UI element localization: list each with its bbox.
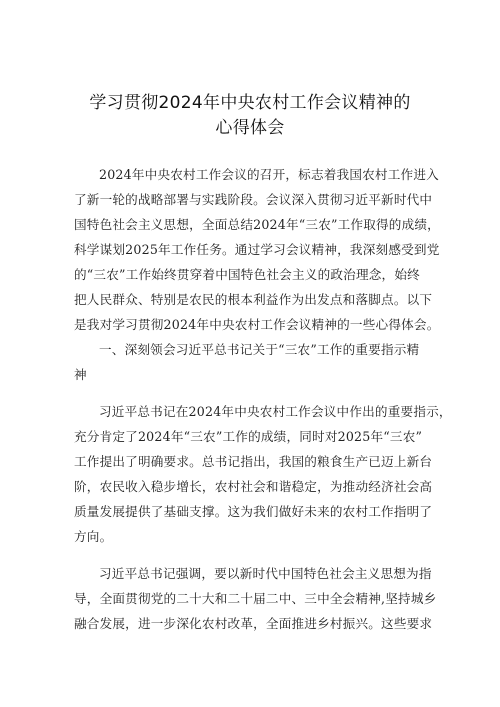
paragraph-2-line-6: 方向。 — [74, 529, 113, 544]
paragraph-1-line-4: 科学谋划2025年工作任务。通过学习会议精神，我深刻感受到党 — [74, 242, 440, 257]
section-heading-line-2: 神 — [74, 367, 87, 382]
paragraph-1-line-7: 是我对学习贯彻2024年中央农村工作会议精神的一些心得体会。 — [74, 317, 440, 332]
paragraph-3-line-2: 导，全面贯彻党的二十大和二十届二中、三中全会精神,坚持城乡 — [74, 591, 437, 606]
document-title-line-1: 学习贯彻2024年中央农村工作会议精神的 — [89, 93, 411, 113]
paragraph-2-line-5: 质量发展提供了基础支撑。这为我们做好未来的农村工作指明了 — [74, 504, 433, 519]
paragraph-1-line-6: 把人民群众、特别是农民的根本利益作为出发点和落脚点。以下 — [74, 292, 433, 307]
paragraph-1-line-5: 的“三农”工作始终贯穿着中国特色社会主义的政治理念，始终 — [74, 267, 420, 282]
paragraph-2-line-2: 充分肯定了2024年“三农”工作的成绩，同时对2025年“三农” — [74, 429, 423, 444]
paragraph-2-line-3: 工作提出了明确要求。总书记指出，我国的粮食生产已迈上新台 — [74, 454, 433, 469]
paragraph-1-line-2: 了新一轮的战略部署与实践阶段。会议深入贯彻习近平新时代中 — [74, 192, 433, 207]
paragraph-2-line-4: 阶，农民收入稳步增长，农村社会和谐稳定，为推动经济社会高 — [74, 479, 433, 494]
paragraph-2-line-1: 习近平总书记在2024年中央农村工作会议中作出的重要指示， — [99, 404, 452, 419]
paragraph-3-line-3: 融合发展，进一步深化农村改革，全面推进乡村振兴。这些要求 — [74, 616, 433, 631]
document-title-line-2: 心得体会 — [215, 118, 285, 138]
paragraph-3-line-1: 习近平总书记强调，要以新时代中国特色社会主义思想为指 — [99, 566, 432, 581]
section-heading-line-1: 一、深刻领会习近平总书记关于“三农”工作的重要指示精 — [99, 342, 420, 357]
paragraph-1-line-3: 国特色社会主义思想，全面总结2024年“三农”工作取得的成绩， — [74, 217, 440, 232]
paragraph-1-line-1: 2024年中央农村工作会议的召开，标志着我国农村工作进入 — [99, 167, 439, 182]
